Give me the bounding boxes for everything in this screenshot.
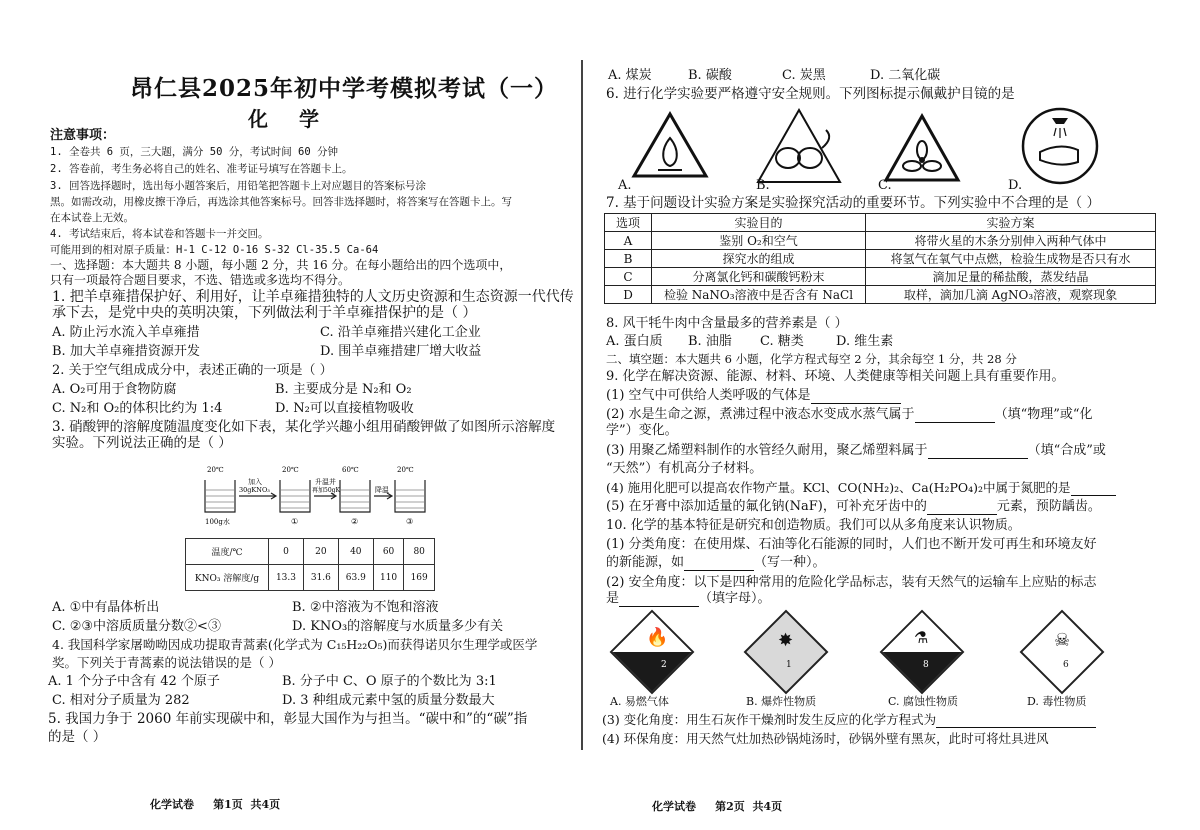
table-cell: 0 bbox=[269, 539, 304, 565]
page-footer: 化学试卷 第1页 共4页 bbox=[150, 798, 281, 811]
q9-4-text: (4) 施用化肥可以提高农作物产量。KCl、CO(NH₂)₂、Ca(H₂PO₄)₂中属于氮肥的是 bbox=[606, 480, 1071, 495]
table-cell: 取样，滴加几滴 AgNO₃溶液，观察现象 bbox=[866, 286, 1156, 304]
q3-option-c: C. ②③中溶质质量分数②<③ bbox=[52, 619, 221, 634]
solubility-experiment-diagram bbox=[195, 460, 435, 532]
hazard-label-d: D. 毒性物质 bbox=[1027, 695, 1087, 708]
table-cell: D bbox=[605, 286, 652, 304]
q9-stem: 9. 化学在解决资源、能源、材料、环境、人类健康等相关问题上具有重要作用。 bbox=[606, 369, 1065, 384]
page-2 bbox=[590, 0, 1200, 830]
q1-stem: 承下去，是党中央的英明决策，下列做法利于羊卓雍措保护的是（ ） bbox=[52, 305, 477, 321]
q4-option-c: C. 相对分子质量为 282 bbox=[52, 693, 190, 708]
q5-stem: 的是（ ） bbox=[48, 729, 107, 745]
page-divider bbox=[581, 60, 583, 750]
table-cell: 169 bbox=[404, 565, 435, 591]
flammable-gas-icon bbox=[610, 610, 695, 695]
q1-option-a: A. 防止污水流入羊卓雍措 bbox=[52, 325, 200, 340]
q7-stem: 7. 基于问题设计实验方案是实验探究活动的重要环节。下列实验中不合理的是（ ） bbox=[606, 195, 1100, 211]
q9-1 bbox=[606, 388, 901, 404]
section-2-heading: 二、填空题：本大题共 6 小题，化学方程式每空 2 分，其余每空 1 分，共 28 分 bbox=[606, 352, 1017, 366]
toxic-icon bbox=[1020, 610, 1105, 695]
subject-title: 化 学 bbox=[248, 107, 331, 131]
answer-blank bbox=[928, 443, 1028, 459]
answer-blank bbox=[684, 555, 754, 571]
q2-option-a: A. O₂可用于食物防腐 bbox=[52, 382, 177, 397]
table-cell: 探究水的组成 bbox=[652, 250, 866, 268]
q1-option-d: D. 围羊卓雍措建厂增大收益 bbox=[320, 344, 482, 359]
q6-label-b: B. bbox=[756, 178, 770, 193]
q10-2-cont bbox=[606, 591, 771, 607]
corrosive-icon bbox=[880, 610, 965, 695]
q4-option-d: D. 3 种组成元素中氢的质量分数最大 bbox=[282, 693, 495, 708]
temp-label: 60℃ bbox=[342, 466, 359, 474]
hazard-class: 8 bbox=[923, 660, 929, 670]
q5-option-d: D. 二氧化碳 bbox=[870, 68, 941, 83]
table-cell: 鉴别 O₂和空气 bbox=[652, 232, 866, 250]
notice-line: 2. 答卷前，考生务必将自己的姓名、准考证号填写在答题卡上。 bbox=[50, 163, 353, 175]
q9-5 bbox=[606, 499, 1101, 515]
table-cell: 31.6 bbox=[303, 565, 338, 591]
beaker-number: ① bbox=[291, 517, 299, 526]
answer-blank bbox=[927, 499, 997, 515]
q8-option-b: B. 油脂 bbox=[688, 334, 732, 349]
table-cell: 20 bbox=[303, 539, 338, 565]
answer-blank bbox=[915, 407, 995, 423]
q10-2: (2) 安全角度：以下是四种常用的危险化学品标志，装有天然气的运输车上应贴的标志 bbox=[606, 575, 1097, 590]
table-cell: A bbox=[605, 232, 652, 250]
temp-label: 20℃ bbox=[282, 466, 299, 474]
beaker-number: ② bbox=[351, 517, 359, 526]
q10-4: (4) 环保角度：用天然气灶加热砂锅炖汤时，砂锅外壁有黑灰，此时可将灶具进风 bbox=[602, 731, 1049, 746]
q9-3-text: (3) 用聚乙烯塑料制作的水管经久耐用，聚乙烯塑料属于 bbox=[606, 443, 928, 458]
q4-stem: 4. 我国科学家屠呦呦因成功提取青蒿素(化学式为 C₁₅H₂₂O₅)而获得诺贝尔生理学或医学 bbox=[52, 637, 538, 652]
table-row bbox=[605, 286, 1156, 304]
notice-line: 1. 全卷共 6 页，三大题，满分 50 分，考试时间 60 分钟 bbox=[50, 146, 339, 158]
fan-warning-icon bbox=[882, 112, 962, 184]
notice-line: 在本试卷上无效。 bbox=[50, 212, 134, 224]
q2-option-d: D. N₂可以直接植物吸收 bbox=[275, 401, 414, 416]
q6-label-d: D. bbox=[1008, 178, 1023, 193]
table-cell: 分离氯化钙和碳酸钙粉末 bbox=[652, 268, 866, 286]
notice-heading: 注意事项： bbox=[50, 128, 116, 143]
table-cell: 80 bbox=[404, 539, 435, 565]
q10-3 bbox=[602, 712, 1096, 728]
notice-line: 3. 回答选择题时，选出每小题答案后，用铅笔把答题卡上对应题目的答案标号涂 bbox=[50, 180, 426, 192]
table-cell: 63.9 bbox=[338, 565, 373, 591]
q10-2-text: 是 bbox=[606, 591, 620, 606]
hazard-label-a: A. 易燃气体 bbox=[610, 695, 669, 708]
table-cell: 滴加足量的稀盐酸，蒸发结晶 bbox=[866, 268, 1156, 286]
q8-option-c: C. 糖类 bbox=[760, 334, 804, 349]
q3-option-a: A. ①中有晶体析出 bbox=[52, 600, 160, 615]
table-cell: 将氢气在氧气中点燃，检验生成物是否只有水 bbox=[866, 250, 1156, 268]
explosion-icon: ✸ bbox=[778, 630, 794, 651]
atomic-mass-line: 可能用到的相对原子质量：H-1 C-12 O-16 S-32 Cl-35.5 Ca-64 bbox=[50, 244, 379, 256]
hazard-class: 2 bbox=[661, 660, 667, 670]
section-1-heading: 只有一项最符合题目要求，不选、错选或多选均不得分。 bbox=[50, 273, 351, 287]
answer-blank bbox=[619, 591, 699, 607]
water-label: 100g水 bbox=[205, 518, 230, 526]
page-footer: 化学试卷 第2页 共4页 bbox=[652, 800, 783, 813]
q10-1-text: 的新能源，如 bbox=[606, 555, 685, 570]
q9-5-text: (5) 在牙膏中添加适量的氟化钠(NaF)，可补充牙齿中的 bbox=[606, 499, 927, 514]
q9-1-text: (1) 空气中可供给人类呼吸的气体是 bbox=[606, 388, 811, 403]
table-cell: C bbox=[605, 268, 652, 286]
notice-line: 黑。如需改动，用橡皮擦干净后，再选涂其他答案标号。回答非选择题时，将答案写在答题卡上。写 bbox=[50, 196, 512, 208]
answer-blank bbox=[1071, 480, 1116, 496]
hazard-label-c: C. 腐蚀性物质 bbox=[888, 695, 959, 708]
q9-3-cont: “天然”）有机高分子材料。 bbox=[606, 461, 763, 476]
table-row bbox=[605, 214, 1156, 232]
hazard-class: 1 bbox=[786, 660, 792, 670]
table-row bbox=[605, 232, 1156, 250]
q2-stem: 2. 关于空气组成成分中，表述正确的一项是（ ） bbox=[52, 363, 333, 378]
q4-option-a: A. 1 个分子中含有 42 个原子 bbox=[48, 674, 220, 689]
table-row bbox=[605, 250, 1156, 268]
table-cell: 13.3 bbox=[269, 565, 304, 591]
step-label: 加入 bbox=[248, 478, 262, 486]
q10-2-hint: （填字母）。 bbox=[699, 591, 771, 606]
q5-option-c: C. 炭黑 bbox=[782, 68, 826, 83]
temp-label: 20℃ bbox=[207, 466, 224, 474]
q9-2 bbox=[606, 407, 1093, 423]
answer-blank bbox=[936, 712, 1096, 728]
hazard-class: 6 bbox=[1063, 660, 1069, 670]
table-cell: KNO₃ 溶解度/g bbox=[186, 565, 269, 591]
q9-2-cont: 学”）变化。 bbox=[606, 423, 678, 438]
exam-title: 昂仁县2025年初中学考模拟考试（一） bbox=[130, 75, 559, 102]
q9-5-hint: 元素，预防龋齿。 bbox=[996, 499, 1101, 514]
table-cell: 110 bbox=[373, 565, 404, 591]
q9-4 bbox=[606, 480, 1116, 496]
q9-3-hint: （填“合成”或 bbox=[1027, 443, 1106, 458]
test-tube-icon: ⚗ bbox=[914, 628, 929, 647]
goggles-icon bbox=[756, 108, 842, 184]
table-row bbox=[186, 539, 435, 565]
q5-stem: 5. 我国力争于 2060 年前实现碳中和，彰显大国作为与担当。“碳中和”的“碳”指 bbox=[48, 711, 528, 727]
notice-line: 4. 考试结束后，将本试卷和答题卡一并交回。 bbox=[50, 228, 269, 240]
q10-1: (1) 分类角度：在使用煤、石油等化石能源的同时，人们也不断开发可再生和环境友好 bbox=[606, 537, 1097, 552]
q7-table bbox=[604, 213, 1156, 304]
fire-warning-icon bbox=[630, 110, 710, 180]
beaker-number: ③ bbox=[406, 517, 414, 526]
q5-option-a: A. 煤炭 bbox=[608, 68, 652, 83]
q1-option-b: B. 加大羊卓雍措资源开发 bbox=[52, 344, 200, 359]
solubility-table bbox=[185, 538, 435, 591]
q10-stem: 10. 化学的基本特征是研究和创造物质。我们可以从多角度来认识物质。 bbox=[606, 518, 1021, 533]
q6-stem: 6. 进行化学实验要严格遵守安全规则。下列图标提示佩戴护目镜的是 bbox=[606, 86, 1015, 102]
step-label: 降温 bbox=[375, 486, 389, 494]
q8-stem: 8. 风干牦牛肉中含量最多的营养素是（ ） bbox=[606, 316, 848, 331]
explosive-icon bbox=[744, 610, 829, 695]
table-cell: 60 bbox=[373, 539, 404, 565]
q9-3 bbox=[606, 443, 1106, 459]
table-header: 实验目的 bbox=[652, 214, 866, 232]
q3-option-b: B. ②中溶液为不饱和溶液 bbox=[292, 600, 439, 615]
q10-1-cont bbox=[606, 555, 826, 571]
q2-option-b: B. 主要成分是 N₂和 O₂ bbox=[275, 382, 412, 397]
q8-option-a: A. 蛋白质 bbox=[606, 334, 663, 349]
table-header: 实验方案 bbox=[866, 214, 1156, 232]
q10-3-text: (3) 变化角度：用生石灰作干燥剂时发生反应的化学方程式为 bbox=[602, 712, 937, 727]
q1-stem: 1. 把羊卓雍措保护好、利用好，让羊卓雍措独特的人文历史资源和生态资源一代代传 bbox=[52, 289, 574, 305]
temp-label: 20℃ bbox=[397, 466, 414, 474]
table-cell: 将带火星的木条分别伸入两种气体中 bbox=[866, 232, 1156, 250]
q3-stem: 3. 硝酸钾的溶解度随温度变化如下表，某化学兴趣小组用硝酸钾做了如图所示溶解度 bbox=[52, 419, 556, 435]
table-cell: 温度/℃ bbox=[186, 539, 269, 565]
q5-option-b: B. 碳酸 bbox=[688, 68, 732, 83]
step-label: 再加50gK bbox=[312, 487, 340, 494]
q3-option-d: D. KNO₃的溶解度与水质量多少有关 bbox=[292, 619, 504, 634]
q8-option-d: D. 维生素 bbox=[836, 334, 894, 349]
q9-2-text: (2) 水是生命之源，煮沸过程中液态水变成水蒸气属于 bbox=[606, 407, 915, 422]
hazard-label-b: B. 爆炸性物质 bbox=[746, 695, 817, 708]
table-row bbox=[605, 268, 1156, 286]
q4-option-b: B. 分子中 C、O 原子的个数比为 3:1 bbox=[282, 674, 497, 689]
flame-icon: 🔥 bbox=[646, 627, 669, 648]
answer-blank bbox=[811, 388, 901, 404]
q10-1-hint: （写一种）。 bbox=[754, 555, 826, 570]
q3-stem: 实验。下列说法正确的是（ ） bbox=[52, 435, 232, 451]
table-cell: B bbox=[605, 250, 652, 268]
page-1 bbox=[0, 0, 585, 830]
q2-option-c: C. N₂和 O₂的体积比约为 1:4 bbox=[52, 401, 223, 416]
wash-hands-icon bbox=[1020, 106, 1100, 186]
table-cell: 40 bbox=[338, 539, 373, 565]
table-cell: 检验 NaNO₃溶液中是否含有 NaCl bbox=[652, 286, 866, 304]
table-row bbox=[186, 565, 435, 591]
q6-label-a: A. bbox=[618, 178, 632, 193]
section-1-heading: 一、选择题：本大题共 8 小题，每小题 2 分，共 16 分。在每小题给出的四个选项中， bbox=[50, 258, 512, 272]
step-label: 30gKNO₃ bbox=[239, 486, 270, 494]
skull-icon: ☠ bbox=[1054, 630, 1071, 651]
q4-stem: 奖。下列关于青蒿素的说法错误的是（ ） bbox=[52, 655, 281, 670]
q9-2-hint: （填“物理”或“化 bbox=[994, 407, 1093, 422]
q1-option-c: C. 沿羊卓雍措兴建化工企业 bbox=[320, 325, 481, 340]
table-header: 选项 bbox=[605, 214, 652, 232]
step-label: 升温并 bbox=[315, 478, 336, 486]
q6-label-c: C. bbox=[878, 178, 892, 193]
